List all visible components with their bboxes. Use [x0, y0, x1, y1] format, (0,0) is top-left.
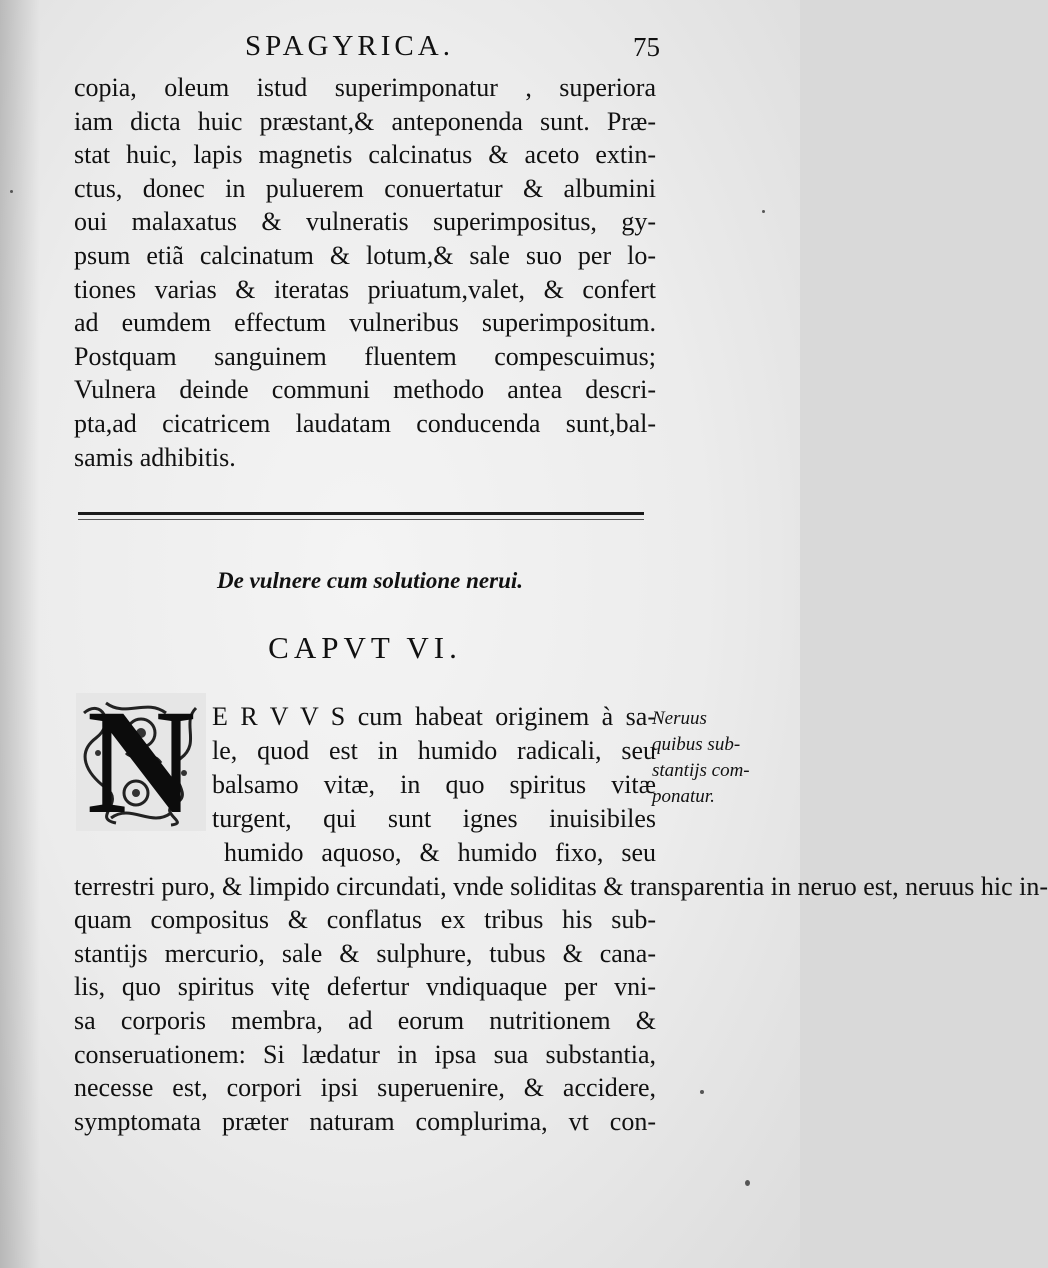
- text-line: samis adhibitis.: [74, 442, 236, 472]
- body-paragraph: [74, 836, 1048, 1138]
- text-line: iam dicta huic præstant,& anteponenda sunt. Præ-: [74, 106, 656, 136]
- text-line: Vulnera deinde communi methodo antea descri-: [74, 375, 656, 405]
- paper-speck: [762, 210, 765, 213]
- text-line: necesse est, corpori ipsi superuenire, & accidere,: [74, 1073, 656, 1103]
- text-line: symptomata præter naturam complurima, vt con-: [74, 1106, 656, 1136]
- paper-speck: [745, 1180, 750, 1186]
- running-head: SPAGYRICA.: [245, 30, 454, 62]
- text-line: oui malaxatus & vulneratis superimpositus, gy-: [74, 207, 656, 237]
- text-line: tiones varias & iteratas priuatum,valet, & confert: [74, 274, 656, 304]
- marginal-note: [652, 706, 792, 810]
- paper-speck: [10, 190, 13, 193]
- text-line: sa corporis membra, ad eorum nutritionem &: [74, 1005, 656, 1035]
- text-line: ad eumdem effectum vulneribus superimpositum.: [74, 308, 656, 338]
- text-line: pta,ad cicatricem laudatam conducenda sunt,bal-: [74, 408, 656, 438]
- decorated-initial: [76, 679, 206, 845]
- text-line: turgent, qui sunt ignes inuisibiles: [212, 804, 656, 833]
- marginal-note-line: Neruus: [652, 708, 707, 729]
- initial-letter: N: [86, 679, 196, 845]
- text-line: stat huic, lapis magnetis calcinatus & aceto extin-: [74, 140, 656, 170]
- text-line: Postquam sanguinem fluentem compescuimus;: [74, 341, 656, 371]
- text-line: humido aquoso, & humido fixo, seu: [224, 838, 656, 867]
- text-line: quam compositus & conflatus ex tribus his sub-: [74, 905, 656, 935]
- text-line: conseruationem: Si lædatur in ipsa sua substantia,: [74, 1039, 656, 1069]
- text-line: lis, quo spiritus vitę defertur vndiquaque per vni-: [74, 972, 656, 1002]
- text-line: E R V V S cum habeat originem à sa-: [212, 702, 656, 731]
- section-divider-rule-thin: [78, 519, 644, 520]
- text-line: balsamo vitæ, in quo spiritus vitæ: [212, 770, 656, 799]
- drop-cap-lines: [212, 700, 656, 836]
- page-number: 75: [633, 32, 660, 62]
- section-divider-rule: [78, 512, 644, 515]
- text-line: copia, oleum istud superimponatur , superiora: [74, 73, 656, 102]
- page-edge-shadow: [0, 0, 40, 1268]
- marginal-note-line: ponatur.: [652, 786, 715, 807]
- marginal-note-line: stantijs com-: [652, 760, 750, 781]
- top-paragraph: [74, 71, 656, 474]
- text-line: le, quod est in humido radicali, seu: [212, 736, 656, 765]
- marginal-note-line: quibus sub-: [652, 734, 741, 755]
- chapter-heading: CAPVT VI.: [268, 630, 462, 665]
- section-title: De vulnere cum solutione nerui.: [216, 568, 524, 593]
- text-line: ctus, donec in puluerem conuertatur & albumini: [74, 173, 656, 203]
- paper-speck: [700, 1090, 704, 1094]
- text-line: stantijs mercurio, sale & sulphure, tubus & cana-: [74, 938, 656, 968]
- text-line: terrestri puro, & limpido circundati, vnde soliditas & transparentia in neruo est, neruus hic in-: [74, 871, 1048, 901]
- page-header: [60, 30, 660, 74]
- text-line: psum etiã calcinatum & lotum,& sale suo per lo-: [74, 240, 656, 270]
